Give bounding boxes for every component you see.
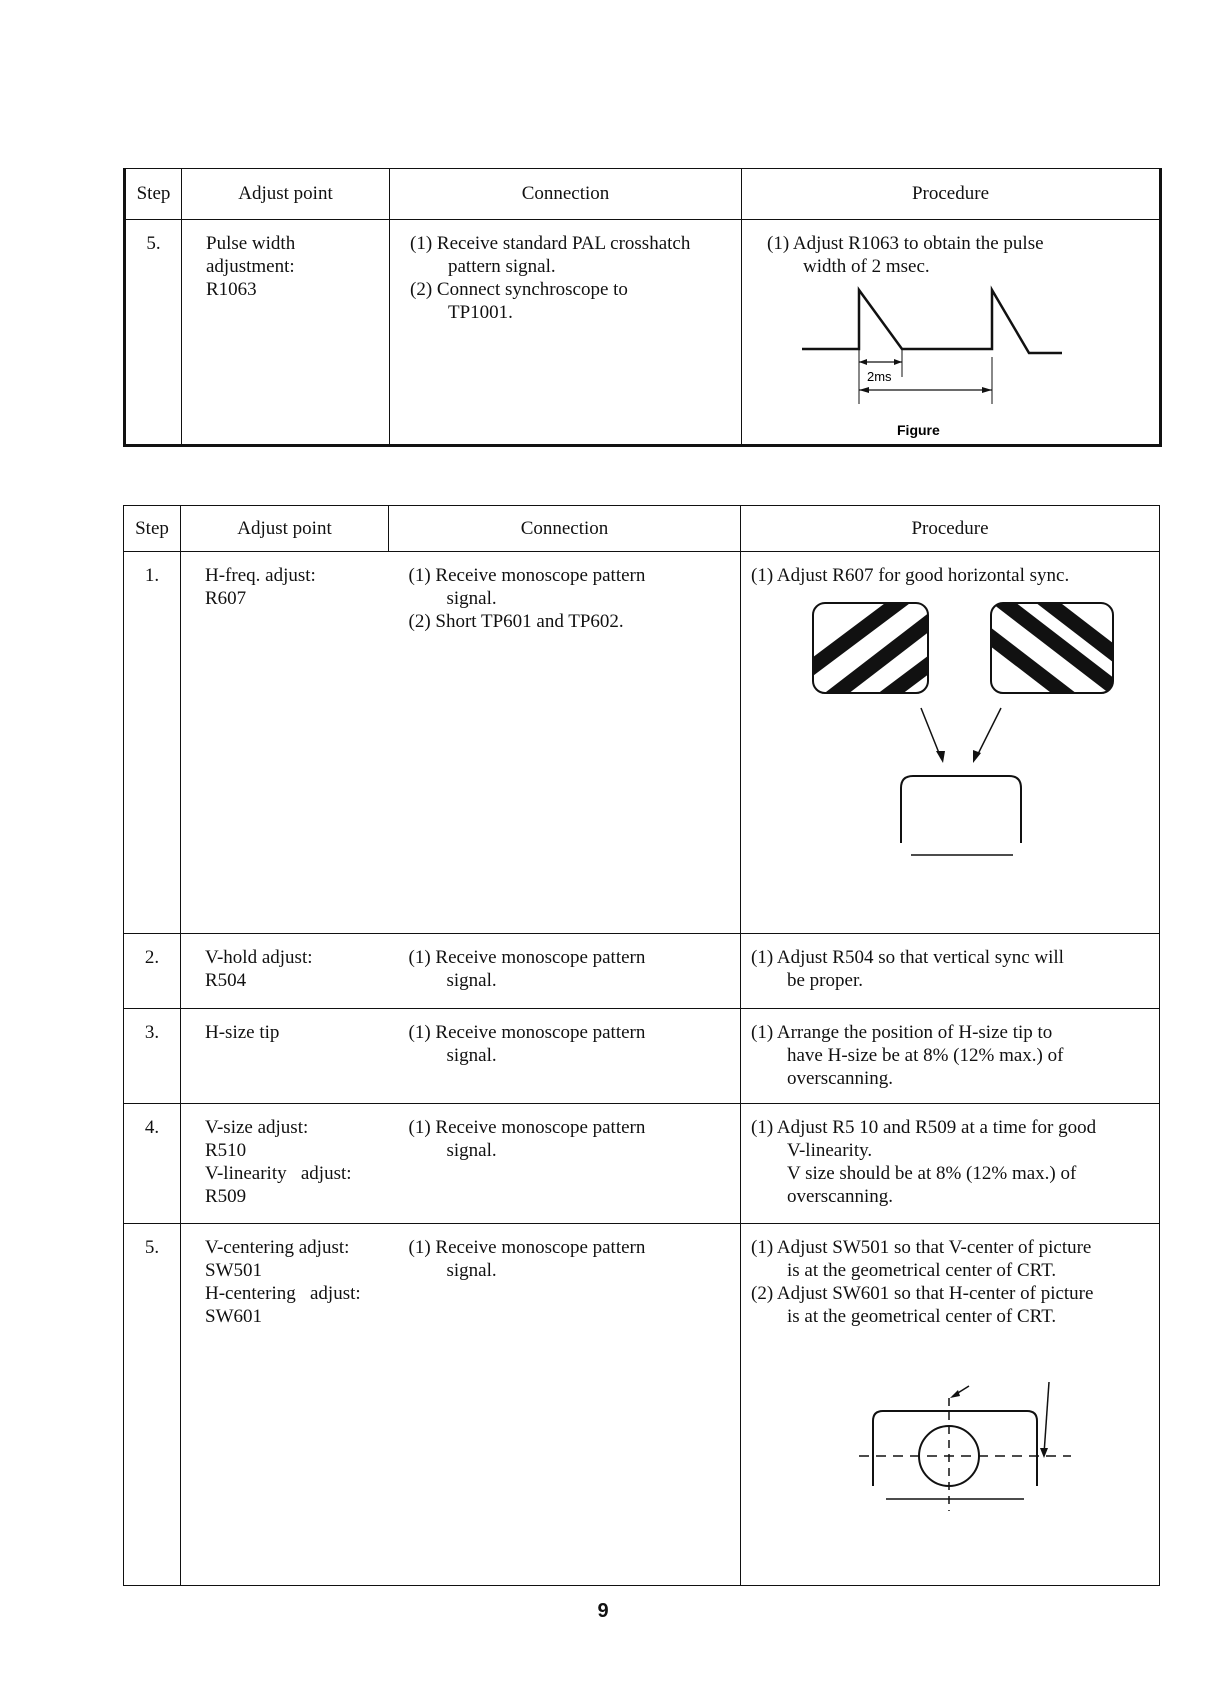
connection-cell	[389, 1104, 741, 1224]
procedure-cell	[741, 1104, 1160, 1224]
connection-line: TP1001.	[448, 302, 513, 323]
adjust-line: V-centering adjust:	[205, 1237, 350, 1258]
adjustment-table	[123, 505, 1160, 1586]
procedure-line: is at the geometrical center of CRT.	[787, 1260, 1057, 1281]
adjust-line: R607	[205, 588, 247, 609]
table-row	[124, 1224, 1160, 1586]
adjust-point-cell	[181, 1104, 389, 1224]
procedure-line: V-linearity.	[787, 1140, 873, 1161]
adjust-line: H-centering adjust:	[205, 1283, 361, 1304]
connection-cell	[390, 220, 742, 446]
table-header-row	[124, 506, 1160, 552]
connection-line: (1) Receive standard PAL crosshatch	[410, 233, 691, 254]
procedure-line: (1) Adjust R1063 to obtain the pulse	[767, 233, 1044, 254]
adjust-line: R1063	[206, 279, 257, 300]
procedure-line: (1) Adjust R607 for good horizontal sync.	[751, 565, 1070, 586]
header-procedure: Procedure	[742, 169, 1161, 220]
procedure-line: (2) Adjust SW601 so that H-center of picture	[751, 1283, 1094, 1304]
connection-cell	[389, 1224, 741, 1586]
connection-cell	[389, 1009, 741, 1104]
connection-cell	[389, 934, 741, 1009]
step-cell: 1.	[124, 552, 181, 934]
connection-line: signal.	[446, 970, 497, 991]
connection-line: pattern signal.	[448, 256, 556, 277]
pulse-waveform-figure	[742, 282, 1122, 444]
bad-sync-screen-right	[966, 593, 1146, 718]
procedure-line: be proper.	[787, 970, 863, 991]
table-row	[124, 1009, 1160, 1104]
step-cell: 5.	[125, 220, 182, 446]
step-cell: 2.	[124, 934, 181, 1009]
centering-figure	[751, 1336, 1151, 1511]
connection-line: (1) Receive monoscope pattern	[408, 1022, 646, 1043]
page-number: 9	[597, 1600, 609, 1622]
header-step: Step	[125, 169, 182, 220]
table-row	[124, 552, 1160, 934]
step-cell: 5.	[124, 1224, 181, 1586]
procedure-cell	[742, 220, 1161, 446]
procedure-line: V size should be at 8% (12% max.) of	[787, 1163, 1077, 1184]
procedure-line: (1) Adjust SW501 so that V-center of picture	[751, 1237, 1092, 1258]
header-adjust-point: Adjust point	[182, 169, 390, 220]
adjust-point-cell	[181, 1224, 389, 1586]
procedure-line: (1) Arrange the position of H-size tip to	[751, 1022, 1053, 1043]
adjust-line: H-freq. adjust:	[205, 565, 316, 586]
pulse-width-label: 2ms	[867, 369, 892, 384]
connection-line: (1) Receive monoscope pattern	[408, 947, 646, 968]
adjust-line: V-linearity adjust:	[205, 1163, 352, 1184]
table-row	[125, 220, 1161, 446]
procedure-cell	[741, 934, 1160, 1009]
adjust-point-cell	[182, 220, 390, 446]
adjust-line: R504	[205, 970, 247, 991]
bad-sync-screen-left	[791, 593, 971, 723]
step-cell: 4.	[124, 1104, 181, 1224]
connection-line: signal.	[446, 1260, 497, 1281]
table-row	[124, 1104, 1160, 1224]
procedure-cell	[741, 1009, 1160, 1104]
pulse-waveform	[802, 290, 1062, 353]
procedure-line: overscanning.	[787, 1186, 894, 1207]
header-adjust-point: Adjust point	[181, 506, 389, 552]
connection-line: signal.	[446, 1045, 497, 1066]
header-connection: Connection	[390, 169, 742, 220]
procedure-line: is at the geometrical center of CRT.	[787, 1306, 1057, 1327]
adjust-line: Pulse width	[206, 233, 296, 254]
adjust-line: V-size adjust:	[205, 1117, 309, 1138]
connection-cell	[389, 552, 741, 934]
adjust-point-cell	[181, 552, 389, 934]
adjust-line: SW501	[205, 1260, 262, 1281]
connection-line: signal.	[446, 588, 497, 609]
connection-line: (1) Receive monoscope pattern	[408, 1237, 646, 1258]
adjust-line: SW601	[205, 1306, 262, 1327]
procedure-line: width of 2 msec.	[803, 256, 930, 277]
adjust-point-cell	[181, 1009, 389, 1104]
connection-line: (2) Connect synchroscope to	[410, 279, 628, 300]
adjust-line: V-hold adjust:	[205, 947, 313, 968]
adjust-line: H-size tip	[205, 1022, 280, 1043]
procedure-line: have H-size be at 8% (12% max.) of	[787, 1045, 1064, 1066]
procedure-line: (1) Adjust R504 so that vertical sync will	[751, 947, 1064, 968]
connection-line: (1) Receive monoscope pattern	[408, 565, 646, 586]
table-header-row	[125, 169, 1161, 220]
procedure-line: overscanning.	[787, 1068, 894, 1089]
hsync-figure	[751, 593, 1151, 883]
procedure-cell	[741, 552, 1160, 934]
connection-line: (2) Short TP601 and TP602.	[408, 611, 624, 632]
figure-caption: Figure	[897, 422, 940, 438]
procedure-line: (1) Adjust R5 10 and R509 at a time for good	[751, 1117, 1097, 1138]
procedure-cell	[741, 1224, 1160, 1586]
header-connection: Connection	[389, 506, 741, 552]
adjust-line: adjustment:	[206, 256, 295, 277]
crt-screen-outline	[873, 1411, 1037, 1486]
header-step: Step	[124, 506, 181, 552]
table-row	[124, 934, 1160, 1009]
adjust-point-cell	[181, 934, 389, 1009]
step-cell: 3.	[124, 1009, 181, 1104]
connection-line: (1) Receive monoscope pattern	[408, 1117, 646, 1138]
adjust-line: R509	[205, 1186, 247, 1207]
header-procedure: Procedure	[741, 506, 1160, 552]
adjust-line: R510	[205, 1140, 247, 1161]
good-sync-screen	[901, 776, 1021, 843]
pulse-width-table	[123, 168, 1162, 447]
connection-line: signal.	[446, 1140, 497, 1161]
